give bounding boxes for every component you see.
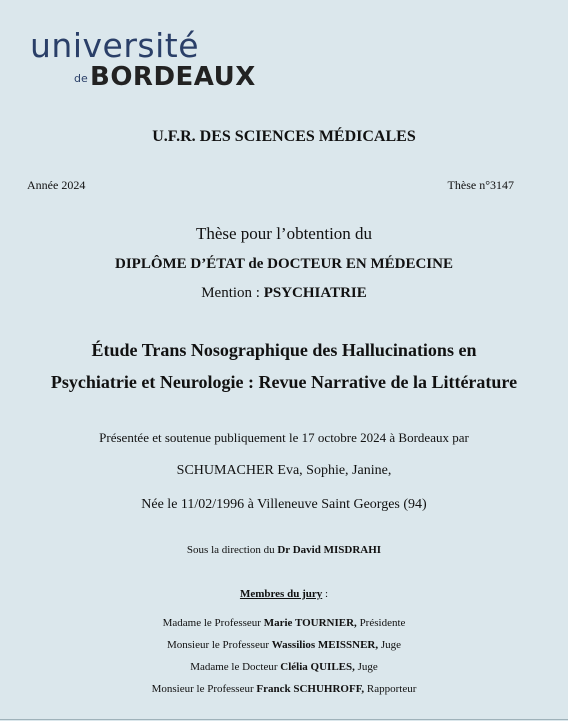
jury-member-role: Juge: [378, 639, 402, 651]
jury-member-name: Marie TOURNIER,: [263, 617, 357, 629]
mention-line: [0, 285, 568, 302]
jury-heading-label: Membres du jury: [239, 588, 323, 600]
supervision-label: Sous la direction du: [186, 544, 278, 556]
supervision-line: [0, 544, 568, 556]
university-logo-de: de: [74, 72, 88, 85]
jury-member-prefix: Monsieur le Professeur: [151, 683, 257, 695]
thesis-title-line-1: Étude Trans Nosographique des Hallucinations en: [91, 340, 477, 360]
jury-heading-suffix: :: [322, 588, 329, 600]
jury-member-prefix: Madame le Professeur: [162, 617, 264, 629]
author-name: SCHUMACHER Eva, Sophie, Janine,: [176, 463, 392, 478]
university-logo-top: université: [30, 26, 200, 65]
jury-member-name: Franck SCHUHROFF,: [256, 683, 365, 695]
jury-member: [0, 617, 568, 629]
jury-member-role: Présidente: [356, 617, 406, 629]
jury-member-prefix: Madame le Docteur: [190, 661, 281, 673]
presentation-line: Présentée et soutenue publiquement le 17 octobre 2024 à Bordeaux par: [99, 430, 469, 445]
supervisor-name: Dr David MISDRAHI: [277, 544, 382, 556]
thesis-number: Thèse n°3147: [447, 178, 514, 192]
jury-member-name: Clélia QUILES,: [280, 661, 355, 673]
jury-heading: [0, 588, 568, 600]
jury-member-role: Juge: [354, 661, 378, 673]
university-logo-bordeaux: BORDEAUX: [90, 62, 256, 92]
jury-member-name: Wassilios MEISSNER,: [271, 639, 379, 651]
page-bottom-divider: [0, 719, 568, 720]
year-label: Année 2024: [27, 178, 86, 192]
jury-member: [0, 639, 568, 651]
obtention-line: Thèse pour l’obtention du: [195, 224, 373, 243]
jury-member-role: Rapporteur: [364, 683, 417, 695]
mention-value: PSYCHIATRIE: [263, 285, 367, 301]
mention-label: Mention :: [201, 285, 264, 301]
jury-member: [0, 683, 568, 695]
thesis-title-line-2: Psychiatrie et Neurologie : Revue Narrative de la Littérature: [50, 372, 518, 392]
ufr-heading: U.F.R. DES SCIENCES MÉDICALES: [152, 128, 416, 145]
diploma-line: DIPLÔME D’ÉTAT de DOCTEUR EN MÉDECINE: [115, 256, 453, 272]
jury-member: [0, 661, 568, 673]
author-birth: Née le 11/02/1996 à Villeneuve Saint Georges (94): [141, 497, 427, 512]
jury-member-prefix: Monsieur le Professeur: [166, 639, 272, 651]
